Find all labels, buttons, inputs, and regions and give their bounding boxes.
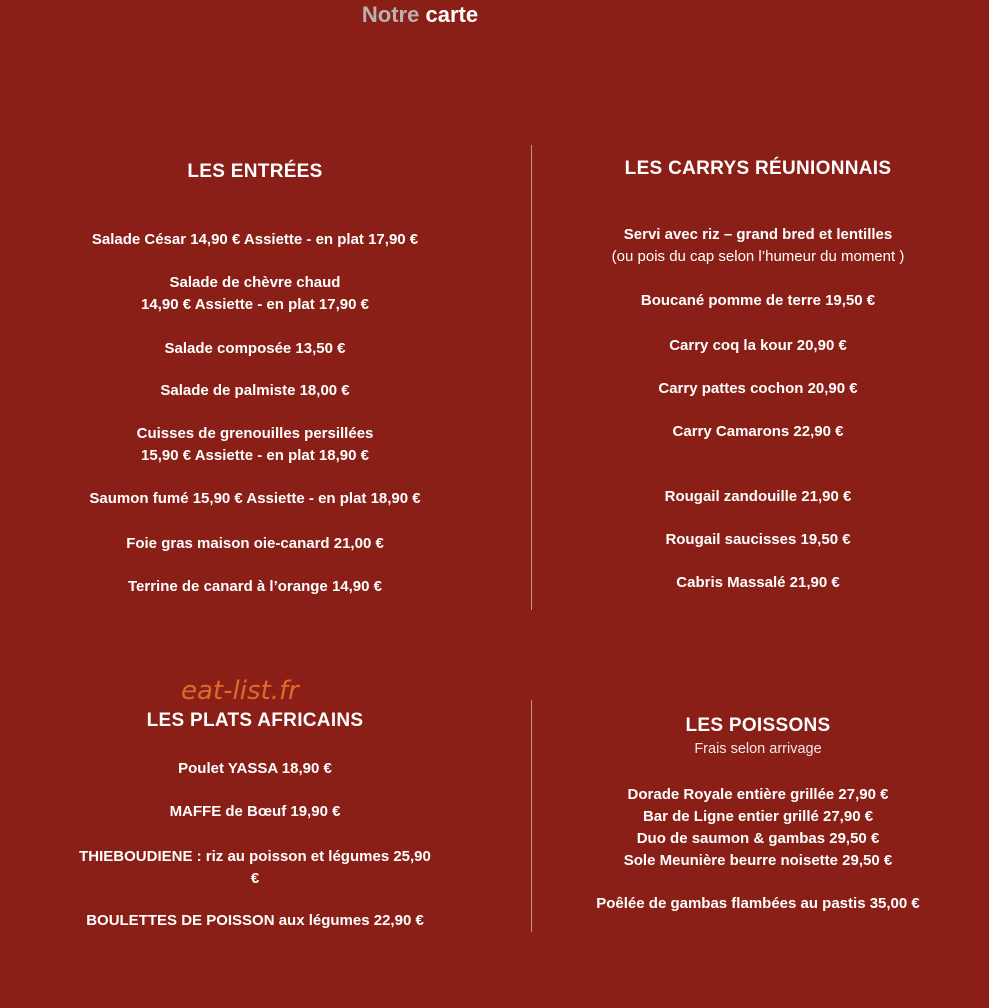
menu-item: Sole Meunière beurre noisette 29,50 € xyxy=(623,852,893,869)
section-title: LES CARRYS RÉUNIONNAIS xyxy=(624,158,892,179)
section-intro-note: (ou pois du cap selon l’humeur du moment ) xyxy=(611,248,905,265)
menu-item: Saumon fumé 15,90 € Assiette - en plat 18,90 € xyxy=(89,490,421,507)
section-title: LES ENTRÉES xyxy=(187,161,323,182)
menu-item: Poêlée de gambas flambées au pastis 35,00 € xyxy=(596,895,920,912)
menu-item: Salade de palmiste 18,00 € xyxy=(160,382,350,399)
menu-item: 15,90 € Assiette - en plat 18,90 € xyxy=(141,447,369,464)
menu-item: MAFFE de Bœuf 19,90 € xyxy=(169,803,341,820)
section-intro: Servi avec riz – grand bred et lentilles xyxy=(623,226,893,243)
menu-item: € xyxy=(250,870,260,887)
menu-item: Bar de Ligne entier grillé 27,90 € xyxy=(642,808,874,825)
section-title: LES PLATS AFRICAINS xyxy=(146,710,364,731)
menu-item: Dorade Royale entière grillée 27,90 € xyxy=(627,786,889,803)
menu-item: Boucané pomme de terre 19,50 € xyxy=(640,292,876,309)
column-divider-top xyxy=(531,145,532,610)
menu-item: THIEBOUDIENE : riz au poisson et légumes 25,90 xyxy=(79,848,431,865)
menu-item: Poulet YASSA 18,90 € xyxy=(178,760,332,777)
menu-item: Cabris Massalé 21,90 € xyxy=(676,574,840,591)
menu-item: Carry pattes cochon 20,90 € xyxy=(658,380,858,397)
menu-item: Terrine de canard à l’orange 14,90 € xyxy=(127,578,382,595)
section-title: LES POISSONS xyxy=(685,715,831,736)
menu-item: Cuisses de grenouilles persillées xyxy=(136,425,374,442)
menu-item: Rougail zandouille 21,90 € xyxy=(664,488,852,505)
menu-item: 14,90 € Assiette - en plat 17,90 € xyxy=(141,296,369,313)
menu-item: Carry coq la kour 20,90 € xyxy=(669,337,847,354)
menu-item: Foie gras maison oie-canard 21,00 € xyxy=(126,535,384,552)
watermark-logo: eat-list.fr xyxy=(181,676,299,706)
menu-item: Duo de saumon & gambas 29,50 € xyxy=(636,830,880,847)
section-poissons xyxy=(548,0,968,950)
menu-item: BOULETTES DE POISSON aux légumes 22,90 € xyxy=(86,912,424,929)
section-africains xyxy=(20,0,490,950)
menu-item: Salade César 14,90 € Assiette - en plat 17,90 € xyxy=(91,231,419,248)
menu-item: Salade de chèvre chaud xyxy=(169,274,341,291)
page-title-word2: carte xyxy=(425,2,479,27)
menu-item: Carry Camarons 22,90 € xyxy=(672,423,844,440)
menu-item: Salade composée 13,50 € xyxy=(164,340,346,357)
column-divider-bottom xyxy=(531,700,532,932)
page-title-word1: Notre xyxy=(361,2,420,27)
section-subtitle: Frais selon arrivage xyxy=(694,741,822,757)
menu-item: Rougail saucisses 19,50 € xyxy=(665,531,851,548)
